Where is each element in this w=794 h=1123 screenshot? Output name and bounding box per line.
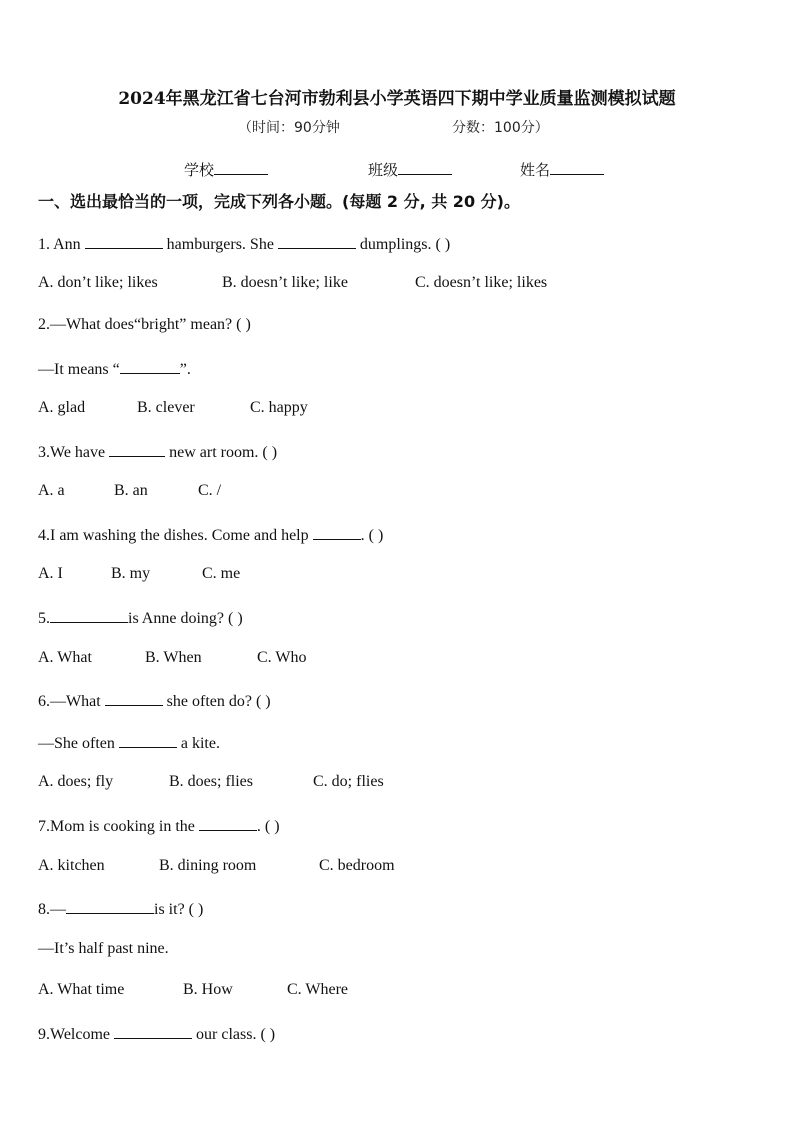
question-6-stem: 6.—What she often do? ( )	[38, 690, 271, 711]
option-c[interactable]: C. doesn’t like; likes	[415, 274, 548, 291]
answer-blank[interactable]	[199, 815, 257, 831]
option-b[interactable]: B. dining room	[159, 857, 257, 874]
class-label: 班级	[368, 161, 399, 179]
option-b[interactable]: B. does; flies	[169, 773, 253, 790]
question-9-stem: 9.Welcome our class. ( )	[38, 1023, 275, 1044]
answer-blank[interactable]	[85, 233, 163, 249]
page-title: 2024年黑龙江省七台河市勃利县小学英语四下期中学业质量监测模拟试题	[118, 89, 676, 109]
option-c[interactable]: C. /	[198, 482, 222, 499]
option-c[interactable]: C. Where	[287, 981, 349, 998]
option-b[interactable]: B. my	[111, 565, 151, 582]
option-b[interactable]: B. When	[145, 649, 202, 666]
answer-blank[interactable]	[120, 358, 180, 374]
answer-blank[interactable]	[278, 233, 356, 249]
name-label: 姓名	[520, 161, 551, 179]
question-3-stem: 3.We have new art room. ( )	[38, 441, 277, 462]
class-field	[368, 159, 452, 180]
option-c[interactable]: C. do; flies	[313, 773, 384, 790]
option-a[interactable]: A. glad	[38, 399, 86, 416]
question-7-stem: 7.Mom is cooking in the . ( )	[38, 815, 280, 836]
name-blank[interactable]	[550, 160, 604, 175]
option-c[interactable]: C. Who	[257, 649, 307, 666]
answer-blank[interactable]	[313, 524, 361, 540]
exam-time: （时间：90分钟	[238, 120, 340, 136]
question-8-stem: 8.— is it? ( )	[38, 898, 203, 919]
school-blank[interactable]	[214, 160, 268, 175]
option-a[interactable]: A. don’t like; likes	[38, 274, 158, 291]
answer-blank[interactable]	[66, 898, 154, 914]
option-b[interactable]: B. doesn’t like; like	[222, 274, 348, 291]
answer-blank[interactable]	[105, 690, 163, 706]
option-b[interactable]: B. How	[183, 981, 233, 998]
option-c[interactable]: C. me	[202, 565, 241, 582]
option-c[interactable]: C. bedroom	[319, 857, 395, 874]
option-a[interactable]: A. kitchen	[38, 857, 105, 874]
option-a[interactable]: A. I	[38, 565, 63, 582]
question-8-stem-line2: —It’s half past nine.	[38, 940, 169, 957]
question-2-stem-line2: —It means “ ”.	[38, 358, 191, 379]
answer-blank[interactable]	[114, 1023, 192, 1039]
answer-blank[interactable]	[119, 732, 177, 748]
question-5-stem: 5. is Anne doing? ( )	[38, 607, 243, 628]
option-b[interactable]: B. clever	[137, 399, 195, 416]
class-blank[interactable]	[398, 160, 452, 175]
question-4-stem: 4.I am washing the dishes. Come and help . ( )	[38, 524, 383, 545]
option-a[interactable]: A. What	[38, 649, 92, 666]
name-field	[520, 159, 604, 180]
option-a[interactable]: A. does; fly	[38, 773, 114, 790]
question-2-stem: 2.—What does“bright” mean? ( )	[38, 316, 251, 333]
school-label: 学校	[184, 161, 215, 179]
exam-score: 分数：100分）	[452, 120, 549, 136]
question-6-stem-line2: —She often a kite.	[38, 732, 220, 753]
option-a[interactable]: A. a	[38, 482, 65, 499]
answer-blank[interactable]	[50, 607, 128, 623]
question-1-stem: 1. Ann hamburgers. She dumplings. ( )	[38, 233, 450, 254]
school-field	[184, 159, 268, 180]
answer-blank[interactable]	[109, 441, 165, 457]
option-b[interactable]: B. an	[114, 482, 148, 499]
option-c[interactable]: C. happy	[250, 399, 308, 416]
option-a[interactable]: A. What time	[38, 981, 125, 998]
section-heading: 一、选出最恰当的一项，完成下列各小题。(每题 2 分, 共 20 分)。	[38, 192, 520, 211]
